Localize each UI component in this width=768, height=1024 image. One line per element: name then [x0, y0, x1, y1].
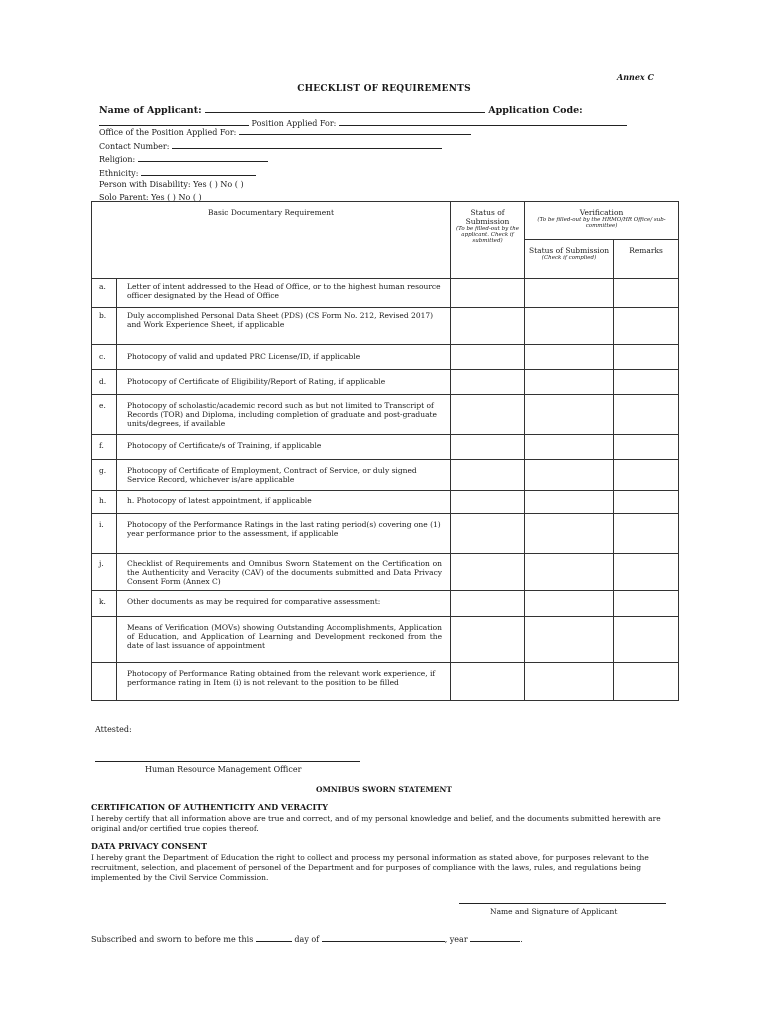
remarks-cell[interactable]: [614, 514, 679, 554]
table-row: [92, 395, 679, 435]
status-checkbox-cell[interactable]: [451, 554, 525, 591]
page-title: CHECKLIST OF REQUIREMENTS: [297, 84, 471, 94]
status-checkbox-cell[interactable]: [451, 345, 525, 370]
status-checkbox-cell[interactable]: [451, 491, 525, 514]
status-checkbox-cell[interactable]: [451, 460, 525, 491]
verification-cell[interactable]: [525, 514, 614, 554]
ethnicity-label: Ethnicity:: [99, 169, 139, 178]
col-verification-note: (To be filled-out by the HRMO/HR Office/ sub-committee): [537, 217, 666, 229]
religion-row: [99, 153, 268, 164]
table-row: [92, 345, 679, 370]
applicant-signature-label: Name and Signature of Applicant: [490, 907, 618, 916]
status-checkbox-cell[interactable]: [451, 514, 525, 554]
name-label: Name of Applicant:: [99, 105, 202, 116]
row-letter: [92, 617, 117, 663]
subscribed-text-2: day of: [294, 935, 320, 944]
ethnicity-field[interactable]: [141, 167, 256, 176]
cav-text: I hereby certify that all information above are true and correct, and of my personal knowledge and belief, and the documents submitted herewith are original and/or certified true copies thereof.: [91, 814, 661, 833]
religion-field[interactable]: [138, 153, 268, 162]
remarks-cell[interactable]: [614, 345, 679, 370]
app-code-field[interactable]: [99, 117, 249, 126]
annex-label: Annex C: [617, 72, 654, 82]
status-checkbox-cell[interactable]: [451, 279, 525, 308]
remarks-cell[interactable]: [614, 591, 679, 617]
row-letter: j.: [92, 554, 117, 591]
table-row: [92, 279, 679, 308]
contact-row: [99, 140, 442, 151]
row-text: Duly accomplished Personal Data Sheet (PDS) (CS Form No. 212, Revised 2017) and Work Experience Sheet, if applicable: [117, 308, 451, 345]
row-text: h. Photocopy of latest appointment, if applicable: [117, 491, 451, 514]
name-field[interactable]: [205, 104, 485, 113]
row-letter: c.: [92, 345, 117, 370]
row-letter: k.: [92, 591, 117, 617]
status-checkbox-cell[interactable]: [451, 370, 525, 395]
table-row: [92, 491, 679, 514]
solo-parent-label: Solo Parent: Yes ( ) No ( ): [99, 193, 202, 202]
status-checkbox-cell[interactable]: [451, 308, 525, 345]
verification-cell[interactable]: [525, 308, 614, 345]
table-row: [92, 435, 679, 460]
position-label: Position Applied For:: [251, 119, 337, 128]
table-row: [92, 663, 679, 701]
remarks-cell[interactable]: [614, 617, 679, 663]
attested-label: Attested:: [95, 725, 132, 734]
row-letter: f.: [92, 435, 117, 460]
table-row: [92, 370, 679, 395]
row-letter: b.: [92, 308, 117, 345]
dpc-text: I hereby grant the Department of Education the right to collect and process my personal information as stated above, for purposes relevant to the recruitment, selection, and placement of personel of the Department and for purposes of compliance with the laws, rules, and regulations being implemented by the Civil Service Commission.: [91, 853, 649, 882]
name-row: [99, 104, 583, 116]
year-field[interactable]: [470, 933, 520, 942]
office-label: Office of the Position Applied For:: [99, 128, 237, 137]
col-remarks-header: Remarks: [614, 240, 679, 279]
subscribed-text-4: .: [520, 935, 523, 944]
col-status-note: (To be filled-out by the applicant. Check if submitted): [456, 226, 520, 244]
contact-label: Contact Number:: [99, 142, 170, 151]
status-checkbox-cell[interactable]: [451, 395, 525, 435]
remarks-cell[interactable]: [614, 370, 679, 395]
dpc-heading: DATA PRIVACY CONSENT: [91, 841, 208, 851]
office-field[interactable]: [239, 126, 471, 135]
col-verification-header: Verification (To be filled-out by the HRMO/HR Office/ sub-committee): [525, 202, 679, 240]
col-requirement-header: Basic Documentary Requirement: [92, 202, 451, 279]
verification-cell[interactable]: [525, 370, 614, 395]
remarks-cell[interactable]: [614, 279, 679, 308]
verification-cell[interactable]: [525, 279, 614, 308]
verification-cell[interactable]: [525, 554, 614, 591]
row-text: Photocopy of valid and updated PRC License/ID, if applicable: [117, 345, 451, 370]
verification-cell[interactable]: [525, 491, 614, 514]
row-text: Photocopy of Certificate of Employment, Contract of Service, or duly signed Service Record, whichever is/are applicable: [117, 460, 451, 491]
table-row: [92, 460, 679, 491]
subscribed-text-1: Subscribed and sworn to before me this: [91, 935, 254, 944]
table-row: [92, 591, 679, 617]
verification-cell[interactable]: [525, 345, 614, 370]
status-checkbox-cell[interactable]: [451, 617, 525, 663]
hrmo-signature-line[interactable]: [95, 761, 360, 762]
position-field[interactable]: [339, 117, 627, 126]
applicant-signature-line[interactable]: [459, 903, 666, 904]
day-field[interactable]: [256, 933, 292, 942]
status-checkbox-cell[interactable]: [451, 435, 525, 460]
row-text: Photocopy of the Performance Ratings in the last rating period(s) covering one (1) year performance prior to the assessment, if applicable: [117, 514, 451, 554]
row-text: Letter of intent addressed to the Head of Office, or to the highest human resource officer designated by the Head of Office: [117, 279, 451, 308]
status-checkbox-cell[interactable]: [451, 591, 525, 617]
hrmo-label: Human Resource Management Officer: [145, 765, 302, 774]
month-field[interactable]: [322, 933, 445, 942]
oss-title: OMNIBUS SWORN STATEMENT: [316, 785, 452, 794]
status-checkbox-cell[interactable]: [451, 663, 525, 701]
remarks-cell[interactable]: [614, 491, 679, 514]
table-row: [92, 554, 679, 591]
verification-cell[interactable]: [525, 460, 614, 491]
row-text: Photocopy of Certificate/s of Training, if applicable: [117, 435, 451, 460]
verification-cell[interactable]: [525, 617, 614, 663]
verification-cell[interactable]: [525, 591, 614, 617]
row-letter: d.: [92, 370, 117, 395]
table-row: [92, 617, 679, 663]
subscribed-text-3: , year: [444, 935, 468, 944]
religion-label: Religion:: [99, 155, 136, 164]
row-text: Checklist of Requirements and Omnibus Sworn Statement on the Certification on the Authenticity and Veracity (CAV) of the documents submitted and Data Privacy Consent Form (Annex C): [117, 554, 451, 591]
row-text: Photocopy of scholastic/academic record such as but not limited to Transcript of Records (TOR) and Diploma, including completion of graduate and post-graduate units/degrees, if available: [117, 395, 451, 435]
remarks-cell[interactable]: [614, 460, 679, 491]
row-letter: i.: [92, 514, 117, 554]
row-letter: g.: [92, 460, 117, 491]
ethnicity-row: [99, 167, 256, 178]
row-letter: [92, 663, 117, 701]
row-text: Other documents as may be required for comparative assessment:: [117, 591, 451, 617]
remarks-cell[interactable]: [614, 554, 679, 591]
remarks-cell[interactable]: [614, 663, 679, 701]
col-status-header: Status of Submission (To be filled-out by the applicant. Check if submitted): [451, 202, 525, 279]
table-row: [92, 308, 679, 345]
remarks-cell[interactable]: [614, 308, 679, 345]
requirements-table: [91, 201, 679, 701]
pwd-label: Person with Disability: Yes ( ) No ( ): [99, 180, 244, 189]
remarks-cell[interactable]: [614, 435, 679, 460]
verification-cell[interactable]: [525, 395, 614, 435]
col-ver-status-header: Status of Submission (Check if complied): [525, 240, 614, 279]
row-text: Photocopy of Performance Rating obtained from the relevant work experience, if performance rating in Item (i) is not relevant to the position to be filled: [117, 663, 451, 701]
verification-cell[interactable]: [525, 435, 614, 460]
table-row: [92, 514, 679, 554]
remarks-cell[interactable]: [614, 395, 679, 435]
row-text: Means of Verification (MOVs) showing Outstanding Accomplishments, Application of Education, and Application of Learning and Development reckoned from the date of last issuance of appointment: [117, 617, 451, 663]
subscribed-line: [91, 933, 523, 944]
office-row: [99, 126, 471, 137]
row-text: Photocopy of Certificate of Eligibility/Report of Rating, if applicable: [117, 370, 451, 395]
row-letter: a.: [92, 279, 117, 308]
contact-field[interactable]: [172, 140, 442, 149]
verification-cell[interactable]: [525, 663, 614, 701]
cav-heading: CERTIFICATION OF AUTHENTICITY AND VERACITY: [91, 802, 328, 812]
app-code-label: Application Code:: [488, 105, 583, 116]
row-letter: e.: [92, 395, 117, 435]
col-ver-status-note: (Check if complied): [541, 255, 597, 261]
row-letter: h.: [92, 491, 117, 514]
